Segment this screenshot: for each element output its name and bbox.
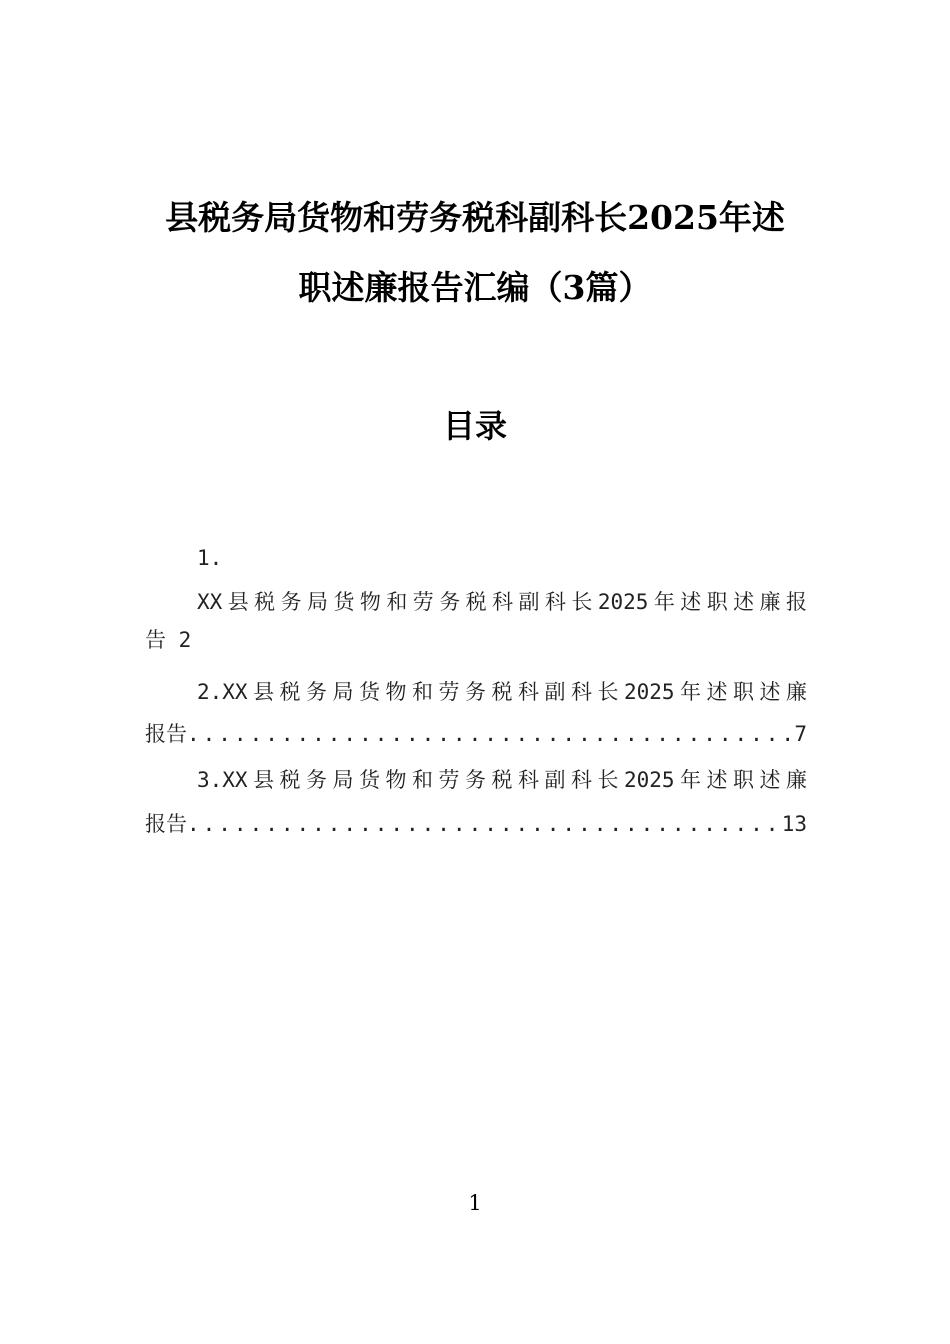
toc-entry-2-leader (187, 714, 794, 754)
toc-entry-2-page: 7 (794, 722, 807, 746)
toc-entry-3-continuation[interactable] (145, 804, 807, 844)
toc-entry-3-title-end: 报告 (145, 812, 187, 836)
toc-entry-3-page: 13 (781, 812, 807, 836)
toc-heading: 目录 (442, 407, 507, 445)
toc-entry-1-continuation[interactable]: 告 2 (145, 628, 192, 652)
toc-entry-3-leader (187, 804, 782, 844)
toc-entry-2-title[interactable]: 2.XX县税务局货物和劳务税科副科长2025年述职述廉 (197, 680, 807, 704)
toc-entry-2-title-end: 报告 (145, 722, 187, 746)
document-title-line-2: 职述廉报告汇编（3篇） (298, 268, 652, 307)
page-number: 1 (468, 1191, 482, 1215)
toc-entry-1-number[interactable]: 1. (197, 546, 223, 570)
toc-entry-2-continuation[interactable] (145, 714, 807, 754)
document-title-line-1: 县税务局货物和劳务税科副科长2025年述 (165, 198, 785, 237)
toc-entry-3-title[interactable]: 3.XX县税务局货物和劳务税科副科长2025年述职述廉 (197, 768, 807, 792)
toc-entry-1-title[interactable]: XX县税务局货物和劳务税科副科长2025年述职述廉报 (197, 590, 807, 614)
